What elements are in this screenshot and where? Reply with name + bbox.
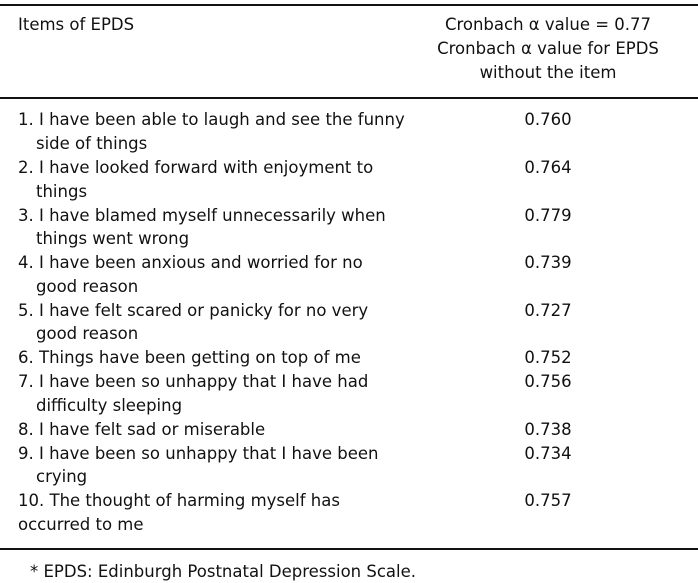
item-text-line: 9. I have been so unhappy that I have been <box>18 443 379 463</box>
item-text-continuation: good reason <box>36 324 139 344</box>
table-row <box>0 299 698 347</box>
table-row <box>0 251 698 299</box>
column-header-items: Items of EPDS <box>18 15 135 34</box>
item-text <box>18 156 418 203</box>
table-row <box>0 418 698 442</box>
table-row <box>0 346 698 370</box>
alpha-value: 0.752 <box>524 348 572 367</box>
header-separator-rule <box>0 97 698 99</box>
item-text-line: 7. I have been so unhappy that I have had <box>18 372 369 391</box>
alpha-value: 0.756 <box>524 372 572 391</box>
item-text <box>18 204 418 251</box>
table-row <box>0 442 698 490</box>
item-text-continuation: things <box>36 181 88 201</box>
item-text-line: 8. I have felt sad or miserable <box>18 419 266 439</box>
table-row <box>0 204 698 252</box>
item-text-continuation: side of things <box>36 133 148 153</box>
item-text <box>18 346 418 370</box>
header-alpha-line3: without the item <box>479 63 617 82</box>
item-text-continuation: difficulty sleeping <box>36 395 183 415</box>
alpha-value: 0.727 <box>524 300 572 320</box>
alpha-value: 0.738 <box>524 419 572 439</box>
alpha-value: 0.764 <box>524 158 572 177</box>
item-text-line: 6. Things have been getting on top of me <box>18 348 361 367</box>
item-text <box>18 251 418 298</box>
item-text <box>18 299 418 346</box>
item-text-continuation: occurred to me <box>18 514 144 534</box>
table-bottom-rule <box>0 548 698 550</box>
header-alpha-overall: Cronbach α value = 0.77 <box>444 15 652 34</box>
item-text-continuation: things went wrong <box>36 229 190 249</box>
item-text-line: 4. I have been anxious and worried for no <box>18 253 363 272</box>
table-row <box>0 156 698 204</box>
table-body <box>0 108 698 537</box>
table-row <box>0 489 698 537</box>
item-text-line: 5. I have felt scared or panicky for no very <box>18 300 369 320</box>
item-text-line: 2. I have looked forward with enjoyment to <box>18 158 374 177</box>
table-row <box>0 108 698 156</box>
table-footnote: * EPDS: Edinburgh Postnatal Depression Scale. <box>30 562 417 581</box>
table-top-rule <box>0 4 698 6</box>
item-text-continuation: good reason <box>36 276 139 296</box>
item-text <box>18 442 418 489</box>
item-text-line: 10. The thought of harming myself has <box>18 491 340 510</box>
alpha-value: 0.739 <box>524 253 572 272</box>
column-header-alpha <box>398 13 698 85</box>
item-text-continuation: crying <box>36 467 88 487</box>
item-text-line: 1. I have been able to laugh and see the funny <box>18 110 405 129</box>
header-alpha-line2: Cronbach α value for EPDS <box>437 39 659 58</box>
item-text <box>18 418 418 442</box>
item-text <box>18 489 418 536</box>
item-text-line: 3. I have blamed myself unnecessarily when <box>18 205 386 225</box>
table-row <box>0 370 698 418</box>
alpha-value: 0.779 <box>524 205 572 225</box>
alpha-value: 0.760 <box>524 110 572 129</box>
item-text <box>18 370 418 417</box>
item-text <box>18 108 418 155</box>
alpha-value: 0.757 <box>524 491 572 510</box>
alpha-value: 0.734 <box>524 443 572 463</box>
